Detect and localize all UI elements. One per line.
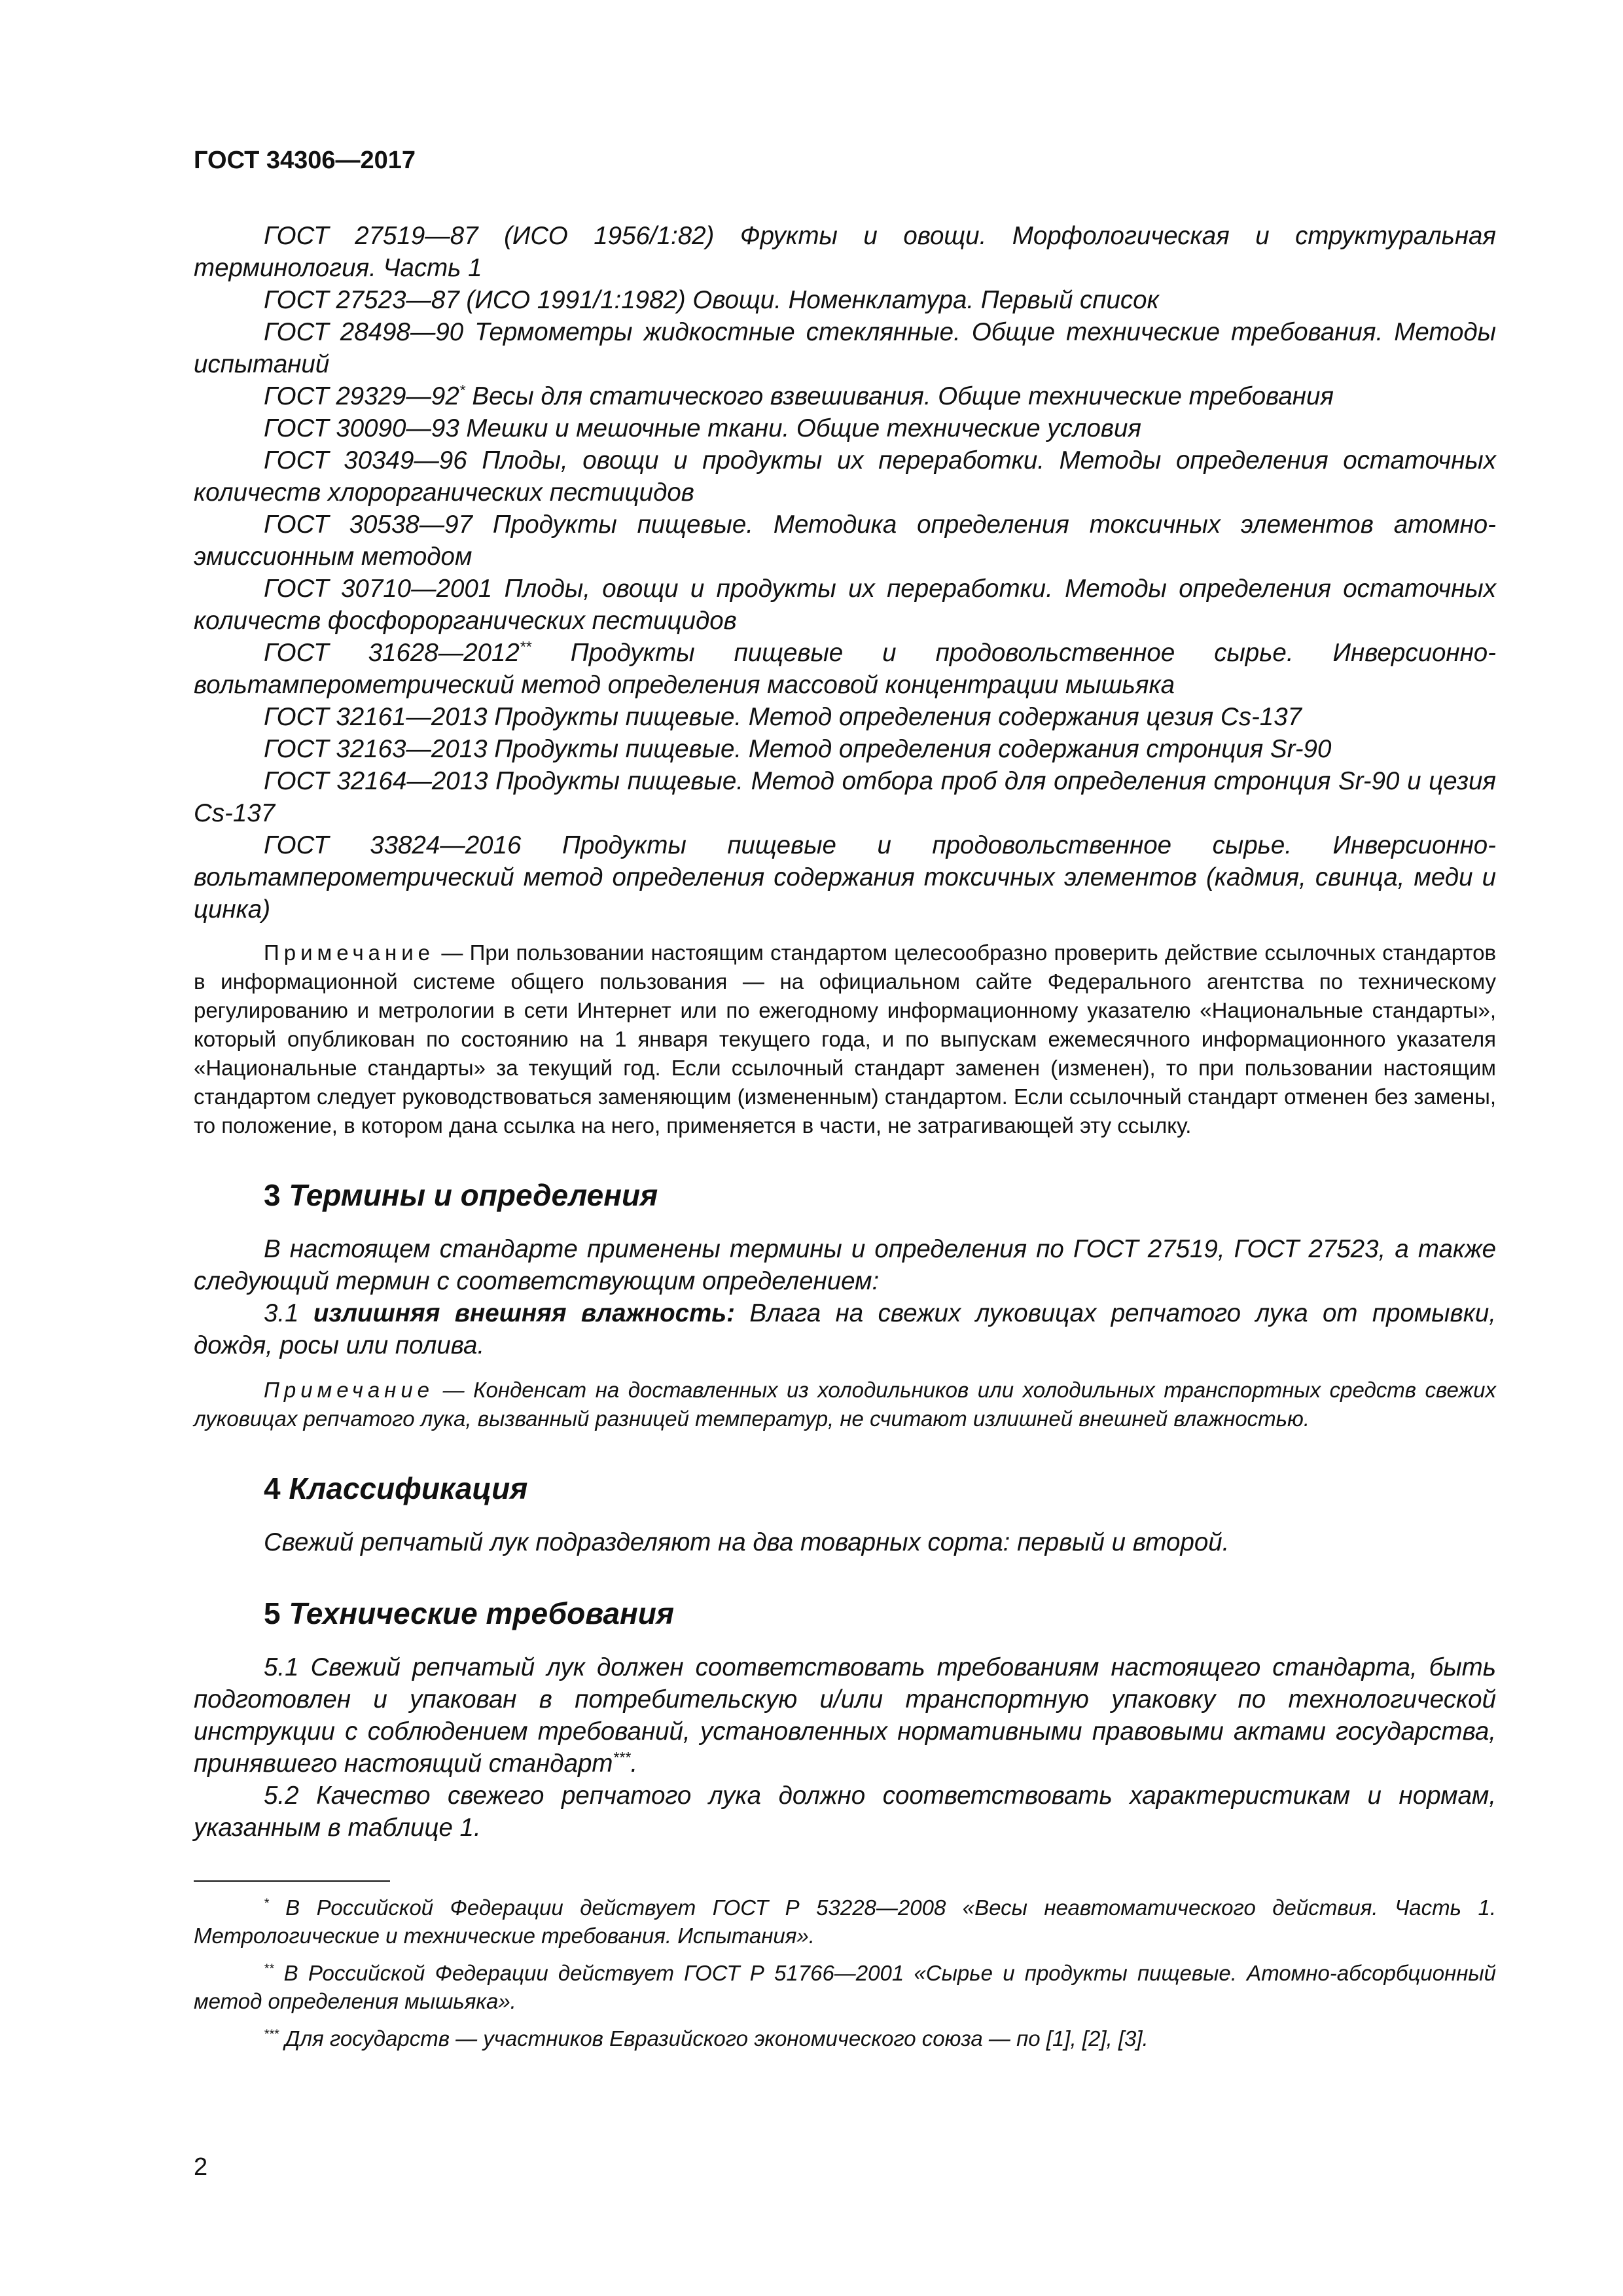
- footnote-divider: [194, 1880, 390, 1882]
- reference-item: ГОСТ 32163—2013 Продукты пищевые. Метод определения содержания стронция Sr-90: [264, 735, 1332, 763]
- footnote-mark: *: [459, 382, 465, 399]
- footnote: * В Российской Федерации действует ГОСТ Р 53228—2008 «Весы неавтоматического действия. Часть 1. Метрологические и технические требования. Испытания».: [194, 1895, 1496, 1948]
- reference-item: ГОСТ 31628—2012** Продукты пищевые и продовольственное сырье. Инверсионно-вольтамперометрический метод определения массовой концентрации мышьяка: [194, 638, 1496, 699]
- document-header: ГОСТ 34306—2017: [194, 147, 416, 174]
- reference-item: ГОСТ 27519—87 (ИСО 1956/1:82) Фрукты и овощи. Морфологическая и структуральная терминология. Часть 1: [194, 222, 1496, 282]
- term-name: излишняя внешняя влажность:: [313, 1299, 735, 1327]
- section-3-heading: 3 Термины и определения: [264, 1178, 658, 1212]
- footnote-mark: **: [519, 638, 531, 656]
- reference-item: ГОСТ 30710—2001 Плоды, овощи и продукты их переработки. Методы определения остаточных количеств фосфорорганических пестицидов: [194, 575, 1496, 635]
- footnote: ** В Российской Федерации действует ГОСТ Р 51766—2001 «Сырье и продукты пищевые. Атомно-абсорбционный метод определения мышьяка».: [194, 1961, 1496, 2013]
- section-5-heading: 5 Технические требования: [264, 1596, 674, 1630]
- note-label: Примечание: [264, 941, 435, 965]
- footnotes: [194, 1893, 1496, 2053]
- note-label: Примечание: [264, 1378, 435, 1402]
- reference-item: ГОСТ 32161—2013 Продукты пищевые. Метод определения содержания цезия Cs-137: [264, 703, 1302, 731]
- reference-item: ГОСТ 30090—93 Мешки и мешочные ткани. Общие технические условия: [264, 414, 1141, 442]
- note-text: — Конденсат на доставленных из холодильников или холодильных транспортных средств свежих луковицах репчатого лука, вызванный разницей температур, не считают излишней внешней влажностью.: [194, 1378, 1496, 1431]
- term-definition: 3.1 излишняя внешняя влажность: Влага на свежих луковицах репчатого лука от промывки, дождя, росы или полива.: [194, 1299, 1497, 1359]
- reference-item: ГОСТ 30538—97 Продукты пищевые. Методика определения токсичных элементов атомно-эмиссионным методом: [194, 511, 1496, 571]
- note-text: — При пользовании настоящим стандартом целесообразно проверить действие ссылочных стандартов в информационной системе общего пользования — на официальном сайте Федерального агентства по техническому регулированию и метрологии в сети Интернет или по ежегодному информационному указателю «Национальные стандарты», который опубликован по состоянию на 1 января текущего года, и по выпускам ежемесячного информационного указателя «Национальные стандарты» за текущий год. Если ссылочный стандарт заменен (изменен), то при пользовании настоящим стандартом следует руководствоваться заменяющим (измененным) стандартом. Если ссылочный стандарт отменен без замены, то положение, в котором дана ссылка на него, применяется в части, не затрагивающей эту ссылку.: [194, 941, 1496, 1138]
- term-note: [194, 1376, 1496, 1433]
- section-4-heading: 4 Классификация: [264, 1471, 528, 1505]
- footnote-mark: ***: [613, 1749, 631, 1767]
- reference-item: ГОСТ 29329—92* Весы для статического взвешивания. Общие технические требования: [264, 382, 1334, 410]
- page-content: [194, 220, 1496, 2062]
- reference-item: ГОСТ 32164—2013 Продукты пищевые. Метод отбора проб для определения стронция Sr-90 и цезия Cs-137: [194, 767, 1496, 827]
- reference-item: ГОСТ 33824—2016 Продукты пищевые и продовольственное сырье. Инверсионно-вольтамперометрический метод определения содержания токсичных элементов (кадмия, свинца, меди и цинка): [194, 831, 1496, 924]
- section-4-text: Свежий репчатый лук подразделяют на два товарных сорта: первый и второй.: [264, 1528, 1230, 1556]
- reference-item: ГОСТ 30349—96 Плоды, овощи и продукты их переработки. Методы определения остаточных количеств хлорорганических пестицидов: [194, 446, 1496, 507]
- section-3-intro: В настоящем стандарте применены термины и определения по ГОСТ 27519, ГОСТ 27523, а также следующий термин с соответствующим определением:: [194, 1235, 1496, 1295]
- reference-item: ГОСТ 27523—87 (ИСО 1991/1:1982) Овощи. Номенклатура. Первый список: [264, 286, 1159, 314]
- references-note: [194, 939, 1496, 1140]
- clause-5-2: 5.2 Качество свежего репчатого лука должно соответствовать характеристикам и нормам, указанным в таблице 1.: [194, 1782, 1496, 1842]
- footnote-mark: ***: [264, 2027, 279, 2041]
- clause-5-1: 5.1 Свежий репчатый лук должен соответствовать требованиям настоящего стандарта, быть подготовлен и упакован в потребительскую и/или транспортную упаковку по технологической инструкции с соблюдением требований, установленных нормативными правовыми актами государства, принявшего настоящий стандарт***.: [194, 1653, 1496, 1778]
- references-list: [194, 220, 1496, 925]
- footnote-mark: *: [264, 1896, 269, 1910]
- footnote: *** Для государств — участников Евразийского экономического союза — по [1], [2], [3].: [264, 2026, 1149, 2051]
- page-number: 2: [194, 2153, 208, 2181]
- footnote-mark: **: [264, 1962, 274, 1976]
- reference-item: ГОСТ 28498—90 Термометры жидкостные стеклянные. Общие технические требования. Методы испытаний: [194, 318, 1496, 378]
